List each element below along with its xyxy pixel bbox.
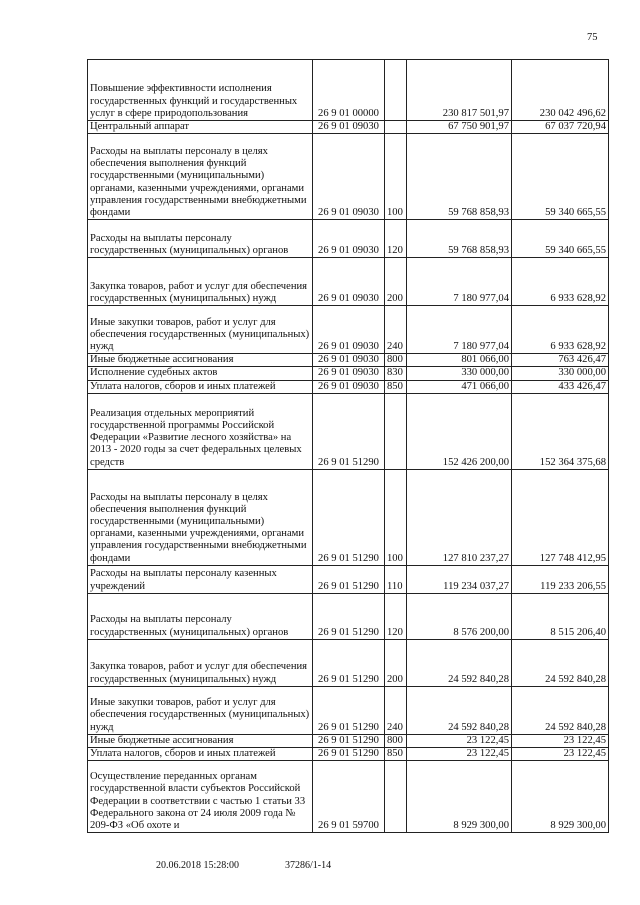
table-row <box>88 734 609 747</box>
footer-doc-code: 37286/1-14 <box>285 860 332 871</box>
row-amount-actual: 23 122,45 <box>512 748 609 761</box>
row-amount-plan: 230 817 501,97 <box>407 60 512 121</box>
row-name: Иные закупки товаров, работ и услуг для обеспечения государственных (муниципальных) нужд <box>88 306 313 354</box>
row-amount-actual: 24 592 840,28 <box>512 686 609 734</box>
row-expense-type: 830 <box>385 367 407 380</box>
row-amount-plan: 127 810 237,27 <box>407 469 512 565</box>
row-amount-plan: 59 768 858,93 <box>407 134 512 220</box>
row-code: 26 9 01 09030 <box>313 134 385 220</box>
row-amount-actual: 763 426,47 <box>512 354 609 367</box>
table-row <box>88 393 609 469</box>
row-code: 26 9 01 51290 <box>313 565 385 593</box>
row-code: 26 9 01 09030 <box>313 380 385 393</box>
row-amount-plan: 24 592 840,28 <box>407 639 512 686</box>
row-code: 26 9 01 59700 <box>313 761 385 833</box>
row-amount-actual: 23 122,45 <box>512 734 609 747</box>
row-expense-type: 120 <box>385 220 407 258</box>
row-code: 26 9 01 51290 <box>313 748 385 761</box>
row-amount-actual: 433 426,47 <box>512 380 609 393</box>
row-expense-type: 800 <box>385 354 407 367</box>
row-amount-plan: 152 426 200,00 <box>407 393 512 469</box>
budget-table <box>87 59 609 833</box>
row-amount-actual: 59 340 665,55 <box>512 220 609 258</box>
table-row <box>88 761 609 833</box>
table-row <box>88 639 609 686</box>
row-expense-type: 100 <box>385 134 407 220</box>
row-code: 26 9 01 09030 <box>313 258 385 306</box>
row-expense-type <box>385 393 407 469</box>
row-amount-plan: 59 768 858,93 <box>407 220 512 258</box>
row-name: Закупка товаров, работ и услуг для обеспечения государственных (муниципальных) нужд <box>88 258 313 306</box>
row-name: Расходы на выплаты персоналу в целях обеспечения выполнения функций государственными (муниципальными) органами, казенными учреждениями, органами управления государственными внебюджетными фондами <box>88 469 313 565</box>
row-name: Повышение эффективности исполнения государственных функций и государственных услуг в сфере природопользования <box>88 60 313 121</box>
row-name: Иные бюджетные ассигнования <box>88 734 313 747</box>
row-expense-type: 200 <box>385 639 407 686</box>
row-expense-type: 800 <box>385 734 407 747</box>
row-name: Реализация отдельных мероприятий государственной программы Российской Федерации «Развитие лесного хозяйства» на 2013 - 2020 годы за счет федеральных целевых средств <box>88 393 313 469</box>
row-expense-type: 100 <box>385 469 407 565</box>
row-amount-actual: 6 933 628,92 <box>512 306 609 354</box>
page-number: 75 <box>587 32 598 43</box>
row-amount-plan: 67 750 901,97 <box>407 121 512 134</box>
table-row <box>88 220 609 258</box>
row-amount-plan: 24 592 840,28 <box>407 686 512 734</box>
row-code: 26 9 01 51290 <box>313 639 385 686</box>
row-amount-actual: 230 042 496,62 <box>512 60 609 121</box>
row-amount-actual: 24 592 840,28 <box>512 639 609 686</box>
table-row <box>88 121 609 134</box>
row-amount-actual: 127 748 412,95 <box>512 469 609 565</box>
row-name: Центральный аппарат <box>88 121 313 134</box>
row-expense-type <box>385 60 407 121</box>
row-name: Иные закупки товаров, работ и услуг для обеспечения государственных (муниципальных) нужд <box>88 686 313 734</box>
row-expense-type: 850 <box>385 380 407 393</box>
row-amount-plan: 23 122,45 <box>407 734 512 747</box>
row-expense-type: 850 <box>385 748 407 761</box>
table-row <box>88 60 609 121</box>
row-amount-actual: 67 037 720,94 <box>512 121 609 134</box>
footer-datetime: 20.06.2018 15:28:00 <box>156 860 240 871</box>
row-name: Уплата налогов, сборов и иных платежей <box>88 748 313 761</box>
row-amount-actual: 6 933 628,92 <box>512 258 609 306</box>
row-code: 26 9 01 09030 <box>313 220 385 258</box>
row-code: 26 9 01 00000 <box>313 60 385 121</box>
row-amount-actual: 152 364 375,68 <box>512 393 609 469</box>
table-row <box>88 258 609 306</box>
row-amount-actual: 8 515 206,40 <box>512 593 609 639</box>
row-code: 26 9 01 09030 <box>313 306 385 354</box>
budget-table-body <box>88 60 609 833</box>
row-amount-plan: 330 000,00 <box>407 367 512 380</box>
row-name: Иные бюджетные ассигнования <box>88 354 313 367</box>
row-code: 26 9 01 51290 <box>313 593 385 639</box>
row-expense-type: 240 <box>385 306 407 354</box>
row-amount-actual: 59 340 665,55 <box>512 134 609 220</box>
table-row <box>88 367 609 380</box>
row-amount-plan: 7 180 977,04 <box>407 258 512 306</box>
row-expense-type: 110 <box>385 565 407 593</box>
row-amount-actual: 330 000,00 <box>512 367 609 380</box>
row-name: Расходы на выплаты персоналу государственных (муниципальных) органов <box>88 593 313 639</box>
row-code: 26 9 01 51290 <box>313 469 385 565</box>
row-code: 26 9 01 09030 <box>313 121 385 134</box>
table-row <box>88 306 609 354</box>
table-row <box>88 686 609 734</box>
row-amount-plan: 119 234 037,27 <box>407 565 512 593</box>
row-expense-type: 200 <box>385 258 407 306</box>
row-amount-plan: 471 066,00 <box>407 380 512 393</box>
row-expense-type: 120 <box>385 593 407 639</box>
table-row <box>88 565 609 593</box>
table-row <box>88 380 609 393</box>
row-name: Расходы на выплаты персоналу казенных учреждений <box>88 565 313 593</box>
row-code: 26 9 01 51290 <box>313 734 385 747</box>
row-name: Исполнение судебных актов <box>88 367 313 380</box>
row-amount-plan: 7 180 977,04 <box>407 306 512 354</box>
table-row <box>88 748 609 761</box>
row-code: 26 9 01 51290 <box>313 393 385 469</box>
row-amount-plan: 8 929 300,00 <box>407 761 512 833</box>
row-name: Расходы на выплаты персоналу в целях обеспечения выполнения функций государственными (муниципальными) органами, казенными учреждениями, органами управления государственными внебюджетными фондами <box>88 134 313 220</box>
table-row <box>88 593 609 639</box>
row-amount-plan: 801 066,00 <box>407 354 512 367</box>
row-name: Осуществление переданных органам государственной власти субъектов Российской Федерации в соответствии с частью 1 статьи 33 Федерального закона от 24 июля 2009 года № 209-ФЗ «Об охоте и <box>88 761 313 833</box>
row-name: Закупка товаров, работ и услуг для обеспечения государственных (муниципальных) нужд <box>88 639 313 686</box>
row-amount-plan: 23 122,45 <box>407 748 512 761</box>
table-row <box>88 134 609 220</box>
row-name: Расходы на выплаты персоналу государственных (муниципальных) органов <box>88 220 313 258</box>
row-code: 26 9 01 51290 <box>313 686 385 734</box>
row-amount-plan: 8 576 200,00 <box>407 593 512 639</box>
row-code: 26 9 01 09030 <box>313 354 385 367</box>
row-name: Уплата налогов, сборов и иных платежей <box>88 380 313 393</box>
row-amount-actual: 119 233 206,55 <box>512 565 609 593</box>
row-amount-actual: 8 929 300,00 <box>512 761 609 833</box>
row-expense-type: 240 <box>385 686 407 734</box>
table-row <box>88 354 609 367</box>
row-code: 26 9 01 09030 <box>313 367 385 380</box>
row-expense-type <box>385 121 407 134</box>
row-expense-type <box>385 761 407 833</box>
table-row <box>88 469 609 565</box>
